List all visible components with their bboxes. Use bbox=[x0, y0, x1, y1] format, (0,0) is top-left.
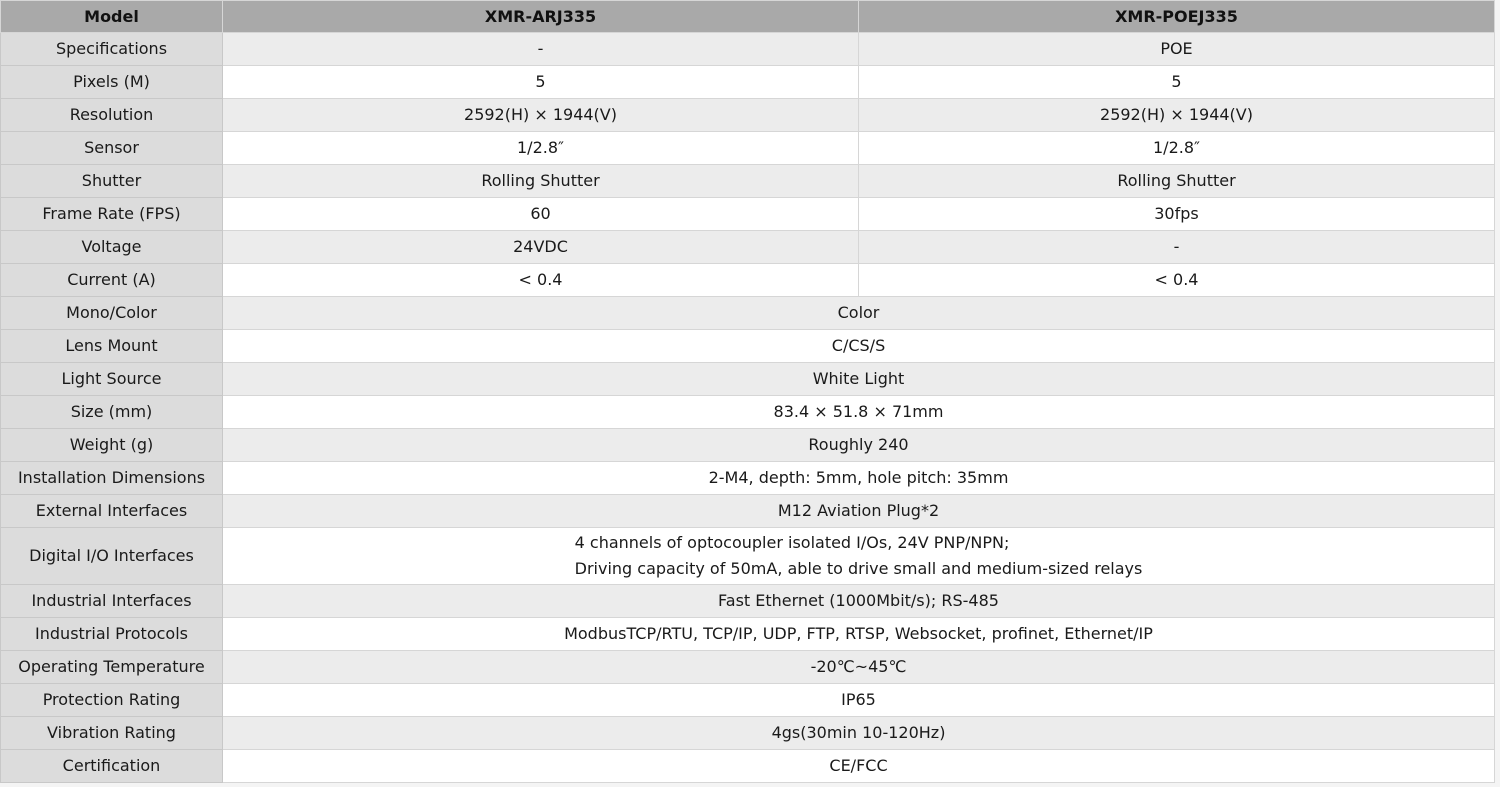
value-cell: 1/2.8″ bbox=[223, 132, 859, 165]
row-label: Protection Rating bbox=[1, 684, 223, 717]
table-row bbox=[1, 528, 1495, 585]
row-label: Size (mm) bbox=[1, 396, 223, 429]
table-row bbox=[1, 396, 1495, 429]
value-cell: CE/FCC bbox=[223, 750, 1495, 783]
value-line: Driving capacity of 50mA, able to drive small and medium-sized relays bbox=[574, 559, 1143, 578]
row-label: Vibration Rating bbox=[1, 717, 223, 750]
row-label: Pixels (M) bbox=[1, 66, 223, 99]
value-cell: 1/2.8″ bbox=[859, 132, 1495, 165]
value-cell: 60 bbox=[223, 198, 859, 231]
table-row bbox=[1, 750, 1495, 783]
value-cell: ModbusTCP/RTU, TCP/IP, UDP, FTP, RTSP, Websocket, profinet, Ethernet/IP bbox=[223, 618, 1495, 651]
row-label: Sensor bbox=[1, 132, 223, 165]
value-cell: 5 bbox=[223, 66, 859, 99]
header-row bbox=[1, 1, 1495, 33]
table-row bbox=[1, 165, 1495, 198]
row-label: Lens Mount bbox=[1, 330, 223, 363]
value-cell: 83.4 × 51.8 × 71mm bbox=[223, 396, 1495, 429]
value-cell: 2592(H) × 1944(V) bbox=[859, 99, 1495, 132]
row-label: Light Source bbox=[1, 363, 223, 396]
value-cell: 30fps bbox=[859, 198, 1495, 231]
row-label: Weight (g) bbox=[1, 429, 223, 462]
row-label: External Interfaces bbox=[1, 495, 223, 528]
value-cell: 5 bbox=[859, 66, 1495, 99]
row-label: Frame Rate (FPS) bbox=[1, 198, 223, 231]
table-row bbox=[1, 585, 1495, 618]
value-cell bbox=[223, 528, 1495, 585]
value-cell: 24VDC bbox=[223, 231, 859, 264]
table-row bbox=[1, 231, 1495, 264]
table-row bbox=[1, 99, 1495, 132]
value-cell: POE bbox=[859, 33, 1495, 66]
row-label: Industrial Protocols bbox=[1, 618, 223, 651]
value-cell: - bbox=[859, 231, 1495, 264]
row-label: Current (A) bbox=[1, 264, 223, 297]
table-row bbox=[1, 717, 1495, 750]
value-line: 4 channels of optocoupler isolated I/Os, 24V PNP/NPN; bbox=[574, 533, 1010, 552]
row-label: Mono/Color bbox=[1, 297, 223, 330]
table-row bbox=[1, 198, 1495, 231]
row-label: Specifications bbox=[1, 33, 223, 66]
multiline-value bbox=[575, 530, 1143, 582]
value-cell: - bbox=[223, 33, 859, 66]
value-cell: White Light bbox=[223, 363, 1495, 396]
value-cell: IP65 bbox=[223, 684, 1495, 717]
row-label: Operating Temperature bbox=[1, 651, 223, 684]
table-row bbox=[1, 651, 1495, 684]
row-label: Digital I/O Interfaces bbox=[1, 528, 223, 585]
table-row bbox=[1, 495, 1495, 528]
table-row bbox=[1, 330, 1495, 363]
table-row bbox=[1, 618, 1495, 651]
value-cell: C/CS/S bbox=[223, 330, 1495, 363]
value-cell: M12 Aviation Plug*2 bbox=[223, 495, 1495, 528]
value-cell: 2592(H) × 1944(V) bbox=[223, 99, 859, 132]
table-row bbox=[1, 684, 1495, 717]
row-label: Voltage bbox=[1, 231, 223, 264]
value-cell: < 0.4 bbox=[223, 264, 859, 297]
value-cell: 2-M4, depth: 5mm, hole pitch: 35mm bbox=[223, 462, 1495, 495]
row-label: Resolution bbox=[1, 99, 223, 132]
model-header-xmr-arj335: XMR-ARJ335 bbox=[223, 1, 859, 33]
table-row bbox=[1, 462, 1495, 495]
table-row bbox=[1, 66, 1495, 99]
row-label: Industrial Interfaces bbox=[1, 585, 223, 618]
value-cell: Color bbox=[223, 297, 1495, 330]
table-row bbox=[1, 363, 1495, 396]
value-cell: Fast Ethernet (1000Mbit/s); RS-485 bbox=[223, 585, 1495, 618]
row-label: Installation Dimensions bbox=[1, 462, 223, 495]
value-cell: Roughly 240 bbox=[223, 429, 1495, 462]
table-row bbox=[1, 297, 1495, 330]
table-row bbox=[1, 264, 1495, 297]
table-row bbox=[1, 429, 1495, 462]
model-header-xmr-poej335: XMR-POEJ335 bbox=[859, 1, 1495, 33]
value-cell: 4gs(30min 10-120Hz) bbox=[223, 717, 1495, 750]
table-row bbox=[1, 33, 1495, 66]
value-cell: < 0.4 bbox=[859, 264, 1495, 297]
value-cell: Rolling Shutter bbox=[859, 165, 1495, 198]
value-cell: -20℃~45℃ bbox=[223, 651, 1495, 684]
row-label: Shutter bbox=[1, 165, 223, 198]
table-row bbox=[1, 132, 1495, 165]
value-cell: Rolling Shutter bbox=[223, 165, 859, 198]
row-label: Certification bbox=[1, 750, 223, 783]
model-header: Model bbox=[1, 1, 223, 33]
